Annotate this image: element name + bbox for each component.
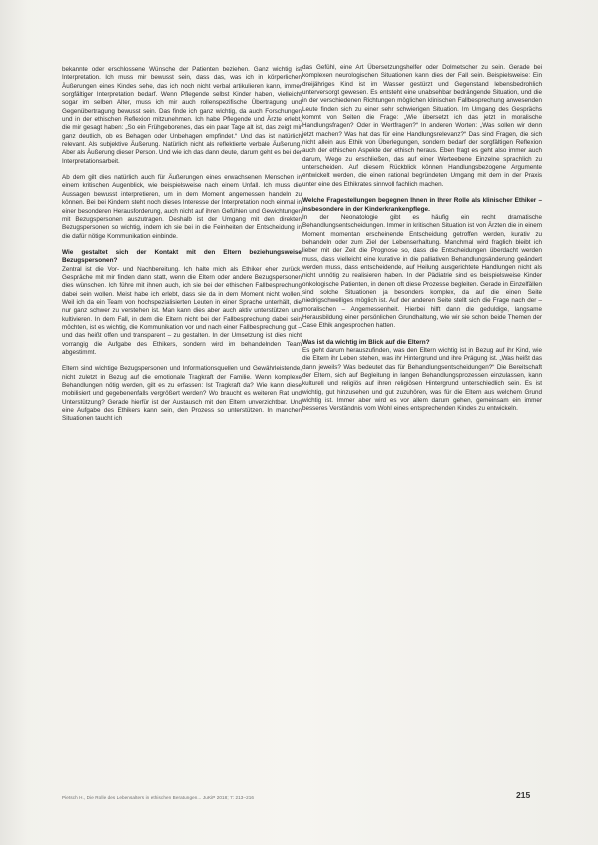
right-question-heading-1: Welche Fragestellungen begegnen Ihnen in Ihrer Rolle als klinischer Ethiker – insbesondere in der Kinderkrankenpflege. bbox=[302, 197, 542, 213]
page-edge-shadow bbox=[0, 0, 28, 845]
right-paragraph-2: In der Neonatologie gibt es häufig ein recht dramatische Behandlungsentscheidungen. Immer in kritischen Situation ist von Ärzten die in einem Moment momentan erscheinende Entscheidung getroffen werden, kurativ zu behandeln oder zum Ziel der Lebenserhaltung. Manchmal wird fraglich bleibt ich lieber mit der Zeit die Prognose so, dass die Entscheidungen überdacht werden muss, dass vielleicht eine kurative in die palliativen Behandlungsänderung geändert werden muss, dass entscheidende, auf Heilung ausgerichtete Handlungen nicht als nicht unnötig zu realisieren haben. In der Pädiatrie sind es beispielsweise Kinder onkologische Patienten, in denen oft diese Prozesse begleiten. Gerade in Einzelfällen sind solche Situationen ja besonders komplex, da auf die einen Seite niedrigschwelliges möglich ist. Auf der anderen Seite stellt sich die Frage nach der – moralischen – Angemessenheit. Hierbei hilft dann die geduldige, langsame Herausbildung einer persönlichen Grundhaltung, wie wir sie schon beide Themen der Case Ethik angesprochen hatten. bbox=[302, 213, 542, 330]
right-paragraph-3: Es geht darum herauszufinden, was den Eltern wichtig ist in Bezug auf ihr Kind, wie die Eltern ihr Leben stehen, was ihr Hintergrund und ihre Prägung ist. „Was heißt das dann jeweils? Was bedeutet das für Behandlungsentscheidungen?“ Die Bereitschaft der Eltern, sich auf Begleitung in langen Behandlungsprozessen einzulassen, kann kulturell und religiös auf ihren religiösen Hintergrund unterschiedlich sein. Es ist wichtig, gut hinzusehen und gut zuzuhören, was für die Eltern aus welchem Grund wichtig ist. Immer aber wird es vor allem darum gehen, gemeinsam ein immer besseres Verständnis vom Wohl eines entsprechenden Kindes zu entwickeln. bbox=[302, 347, 542, 413]
left-paragraph-1: bekannte oder erschlossene Wünsche der Patienten beziehen. Ganz wichtig ist Interpretation. Ich muss mir bewusst sein, dass das, was ich in körperlichen Äußerungen eines Kindes sehe, das ich noch nicht verbal artikulieren kann, immer sorgfältiger Interpretation bedarf. Wenn Pflegende selbst Kinder haben, vielleicht sogar im selben Alter, muss ich mir auch rollenspezifische Übertragung und Gegenübertragung bewusst sein. Das finde ich ganz wichtig, da auch Forschungen und in der ethischen Reflexion mitzunehmen. Ich habe Pflegende und Ärzte erlebt, die mir gesagt haben: „So ein Frühgeborenes, das ein paar Tage alt ist, das zeigt mir ganz deutlich, ob es Behagen oder Unbehagen empfindet.“ Und das ist natürlich relevant. Als subjektive Äußerung. Natürlich nicht als reflektierte verbale Äußerung. Aber als Äußerung dieser Person. Und wie ich das dann deute, darum geht es bei der Interpretationsarbeit. bbox=[62, 66, 302, 165]
left-paragraph-4: Eltern sind wichtige Bezugspersonen und Informationsquellen und Gewährleistende, nicht zuletzt in Bezug auf die emotionale Tragkraft der Familie. Wenn komplexe Behandlungen nötig werden, gilt es zu erfassen: Ist Tragkraft da? Wie kann diese mobilisiert und gegebenenfalls vergrößert werden? Wo braucht es weiteren Rat und Unterstützung? Gerade hierfür ist der Austausch mit den Eltern unverzichtbar. Und eine Aufgabe des Ethikers kann sein, den Prozess so unterstützen. In manchen Situationen taucht ich bbox=[62, 365, 302, 423]
footer-citation: Pietsch H., Die Rolle des Lebensalters in ethischen Beratungen... JuKiP 2018; 7: 213–216 bbox=[62, 795, 255, 800]
right-question-heading-2: Was ist da wichtig im Blick auf die Eltern? bbox=[302, 338, 430, 346]
left-question-heading: Wie gestaltet sich der Kontakt mit den Eltern beziehungsweise Bezugspersonen? bbox=[62, 248, 302, 265]
right-column bbox=[302, 64, 542, 422]
left-paragraph-3: Zentral ist die Vor- und Nachbereitung. Ich halte mich als Ethiker eher zurück. Gespräche mit mir finden dann statt, wenn die Eltern oder andere Bezugspersonen dies wünschen. Ich führe mit ihnen auch, ich sie bei der ethischen Fallbesprechung dabei sein wollen. Meist habe ich erlebt, dass sie da in dem Moment nicht wollen. Weil ich da ein Team von hochspezialisierten Leuten in einer Sprache unterhält, die nur ganz schwer zu verstehen ist. Man kann dies aber auch aktiv unterstützen und kultivieren. In dem Fall, in dem die Eltern nicht bei der Fallbesprechung dabei sein möchten, ist es wichtig, die Kommunikation vor und nach einer Fallbesprechung gut – und das heißt offen und transparent – zu gestalten. In der Umsetzung ist dies nicht vorrangig die Aufgabe des Ethikers, sondern wird im behandelnden Team abgestimmt. bbox=[62, 265, 302, 356]
page-number: 215 bbox=[516, 790, 531, 800]
right-paragraph-1: das Gefühl, eine Art Übersetzungshelfer oder Dolmetscher zu sein. Gerade bei komplexen neurologischen Situationen kann dies der Fall sein. Beispielsweise: Ein dreijähriges Kind ist im Wasser gestürzt und Gegenstand lebensbedrohlich unterversorgt gewesen. Es entsteht eine unabsehbar bedrängende Situation, und die in der verschiedenen Richtungen möglichen klinischen Fallbesprechung anwesenden Leute finden sich zu einer sehr schwierigen Situation. Im Umgang des Gesprächs kommt von Seiten die Frage: „Wie übersetzt ich das jetzt in moralische Handlungsfragen? Oder in Wertfragen?“ In anderen Worten: „Was sollen wir denn jetzt machen? Was hat das für eine Handlungsrelevanz?“ Das sind Fragen, die sich nicht allein aus Ethik von Überlegungen, sondern bedarf der sorgfältigen Reflexion auch der ethischen Aspekte der ethisch heraus. Eben fragt es geht also immer auch darum, Wege zu erschließen, das auf einer Werteebene Einzelne sprachlich zu unterscheiden. Auf diesem Rückblick können Handlungsbezogene Argumente entwickelt werden, die einen rational begründeten Umgang mit dem in der Praxis unter eine des Ethikrates sinnvoll fachlich machen. bbox=[302, 64, 542, 188]
left-paragraph-2: Ab dem gilt dies natürlich auch für Äußerungen eines erwachsenen Menschen in einem kritischen Augenblick, wie beispielsweise nach einem Unfall. Ich muss die Aussagen bewusst interpretieren, um in dem Moment angemessen handeln zu können. Bei bei Kindern steht noch dieses Interesse der Interpretation noch einmal in einer besonderen Herausforderung, auch nicht auf ihren Gefühlen und Gewichtungen mit Bezugspersonen auszutragen. Deshalb ist der Umgang mit den direkten Bezugspersonen so wichtig, indem ich sie bei in die Feinheiten der Entscheidung in die dafür nötige Kommunikation einbinde. bbox=[62, 174, 302, 240]
left-column bbox=[62, 66, 302, 432]
